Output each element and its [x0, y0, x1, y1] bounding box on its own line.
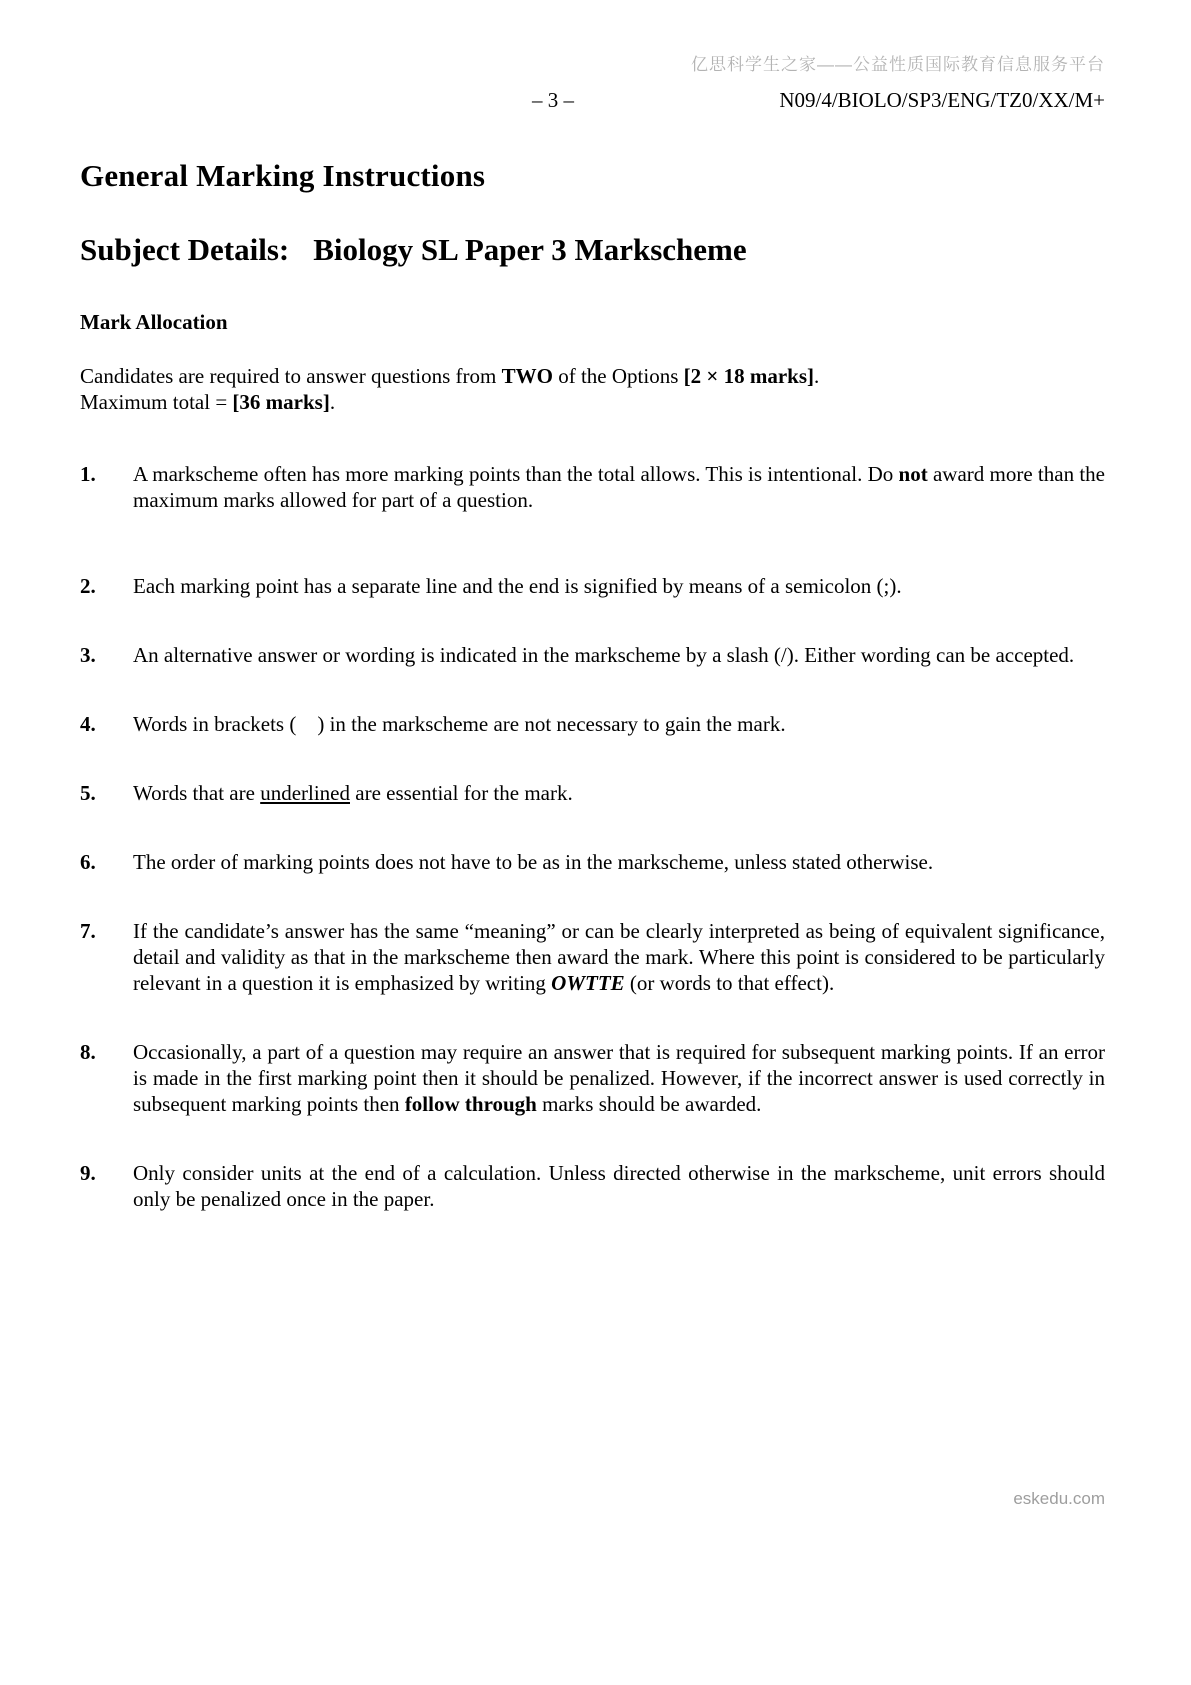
instruction-item-4	[80, 711, 1105, 737]
allocation-line-2	[80, 389, 1105, 415]
text-segment: not	[898, 462, 928, 486]
text-segment: [36 marks]	[232, 390, 330, 414]
subject-details-line	[80, 232, 1105, 268]
text-segment: The order of marking points does not have to be as in the markscheme, unless stated otherwise.	[133, 850, 934, 874]
bottom-watermark: eskedu.com	[1013, 1489, 1105, 1508]
text-segment: marks should be awarded.	[536, 1092, 762, 1116]
text-segment: .	[814, 364, 820, 388]
instruction-number: 2.	[80, 574, 96, 598]
document-content	[80, 158, 1105, 1255]
instruction-item-6	[80, 849, 1105, 875]
instruction-item-2	[80, 573, 1105, 599]
text-segment: OWTTE	[551, 971, 625, 995]
instruction-item-7	[80, 918, 1105, 996]
top-watermark: 亿思科学生之家——公益性质国际教育信息服务平台	[691, 55, 1105, 74]
text-segment: An alternative answer or wording is indicated in the markscheme by a slash (/). Either wording can be accepted.	[133, 643, 1075, 667]
allocation-line-1	[80, 363, 1105, 389]
instruction-item-8	[80, 1039, 1105, 1117]
paper-code: N09/4/BIOLO/SP3/ENG/TZ0/XX/M+	[779, 88, 1105, 112]
subject-details-value: Biology SL Paper 3 Markscheme	[313, 232, 747, 267]
text-segment: .	[329, 390, 336, 414]
text-segment: follow through	[404, 1092, 537, 1116]
instruction-number: 9.	[80, 1161, 96, 1185]
instruction-text	[133, 780, 1105, 806]
instruction-text	[133, 1039, 1105, 1117]
instruction-number: 5.	[80, 781, 96, 805]
text-segment: underlined	[260, 781, 350, 805]
mark-allocation-paragraph	[80, 363, 1105, 415]
instruction-number: 6.	[80, 850, 96, 874]
text-segment: A markscheme often has more marking points than the total allows. This is intentional. Do	[133, 462, 899, 486]
instruction-number: 7.	[80, 919, 96, 943]
text-segment: [2 × 18 marks]	[683, 364, 814, 388]
text-segment: Each marking point has a separate line and the end is signified by means of a semicolon (;).	[133, 574, 902, 598]
instruction-item-5	[80, 780, 1105, 806]
instruction-text	[133, 1160, 1105, 1212]
instruction-number: 1.	[80, 462, 96, 486]
section-heading-mark-allocation: Mark Allocation	[80, 310, 228, 334]
text-segment: are essential for the mark.	[350, 781, 573, 805]
instruction-item-1	[80, 461, 1105, 513]
instruction-text	[133, 711, 1105, 737]
text-segment: Occasionally, a part of a question may require an answer that is required for subsequent marking points. If an error is made in the first marking point then it should be penalized. However, if the incorrect answer is used correctly in subsequent marking points then	[133, 1040, 1105, 1116]
text-segment: award more than the maximum marks allowed for part of a question.	[133, 462, 1105, 512]
instruction-text	[133, 849, 1105, 875]
instruction-item-3	[80, 642, 1105, 668]
instruction-text	[133, 642, 1105, 668]
text-segment: Candidates are required to answer questions from	[80, 364, 502, 388]
page-title: General Marking Instructions	[80, 158, 486, 193]
instruction-item-9	[80, 1160, 1105, 1212]
text-segment: Words in brackets ( ) in the markscheme are not necessary to gain the mark.	[133, 712, 786, 736]
text-segment: Words that are	[133, 781, 261, 805]
instruction-text	[133, 918, 1105, 996]
text-segment: (or words to that effect).	[624, 971, 835, 995]
instruction-number: 4.	[80, 712, 96, 736]
text-segment: of the Options	[552, 364, 684, 388]
instruction-text	[133, 461, 1105, 513]
text-segment: TWO	[501, 364, 553, 388]
text-segment: If the candidate’s answer has the same “meaning” or can be clearly interpreted as being of equivalent significance, detail and validity as that in the markscheme then award the mark. Where this point is considered to be particularly relevant in a question it is emphasized by writing	[133, 919, 1105, 995]
instruction-number: 3.	[80, 643, 96, 667]
instruction-number: 8.	[80, 1040, 96, 1064]
instruction-text	[133, 573, 1105, 599]
text-segment: Maximum total =	[80, 390, 233, 414]
page-number: – 3 –	[532, 88, 574, 112]
subject-details-label: Subject Details:	[80, 232, 290, 267]
text-segment: Only consider units at the end of a calculation. Unless directed otherwise in the markscheme, unit errors should only be penalized once in the paper.	[133, 1161, 1105, 1211]
